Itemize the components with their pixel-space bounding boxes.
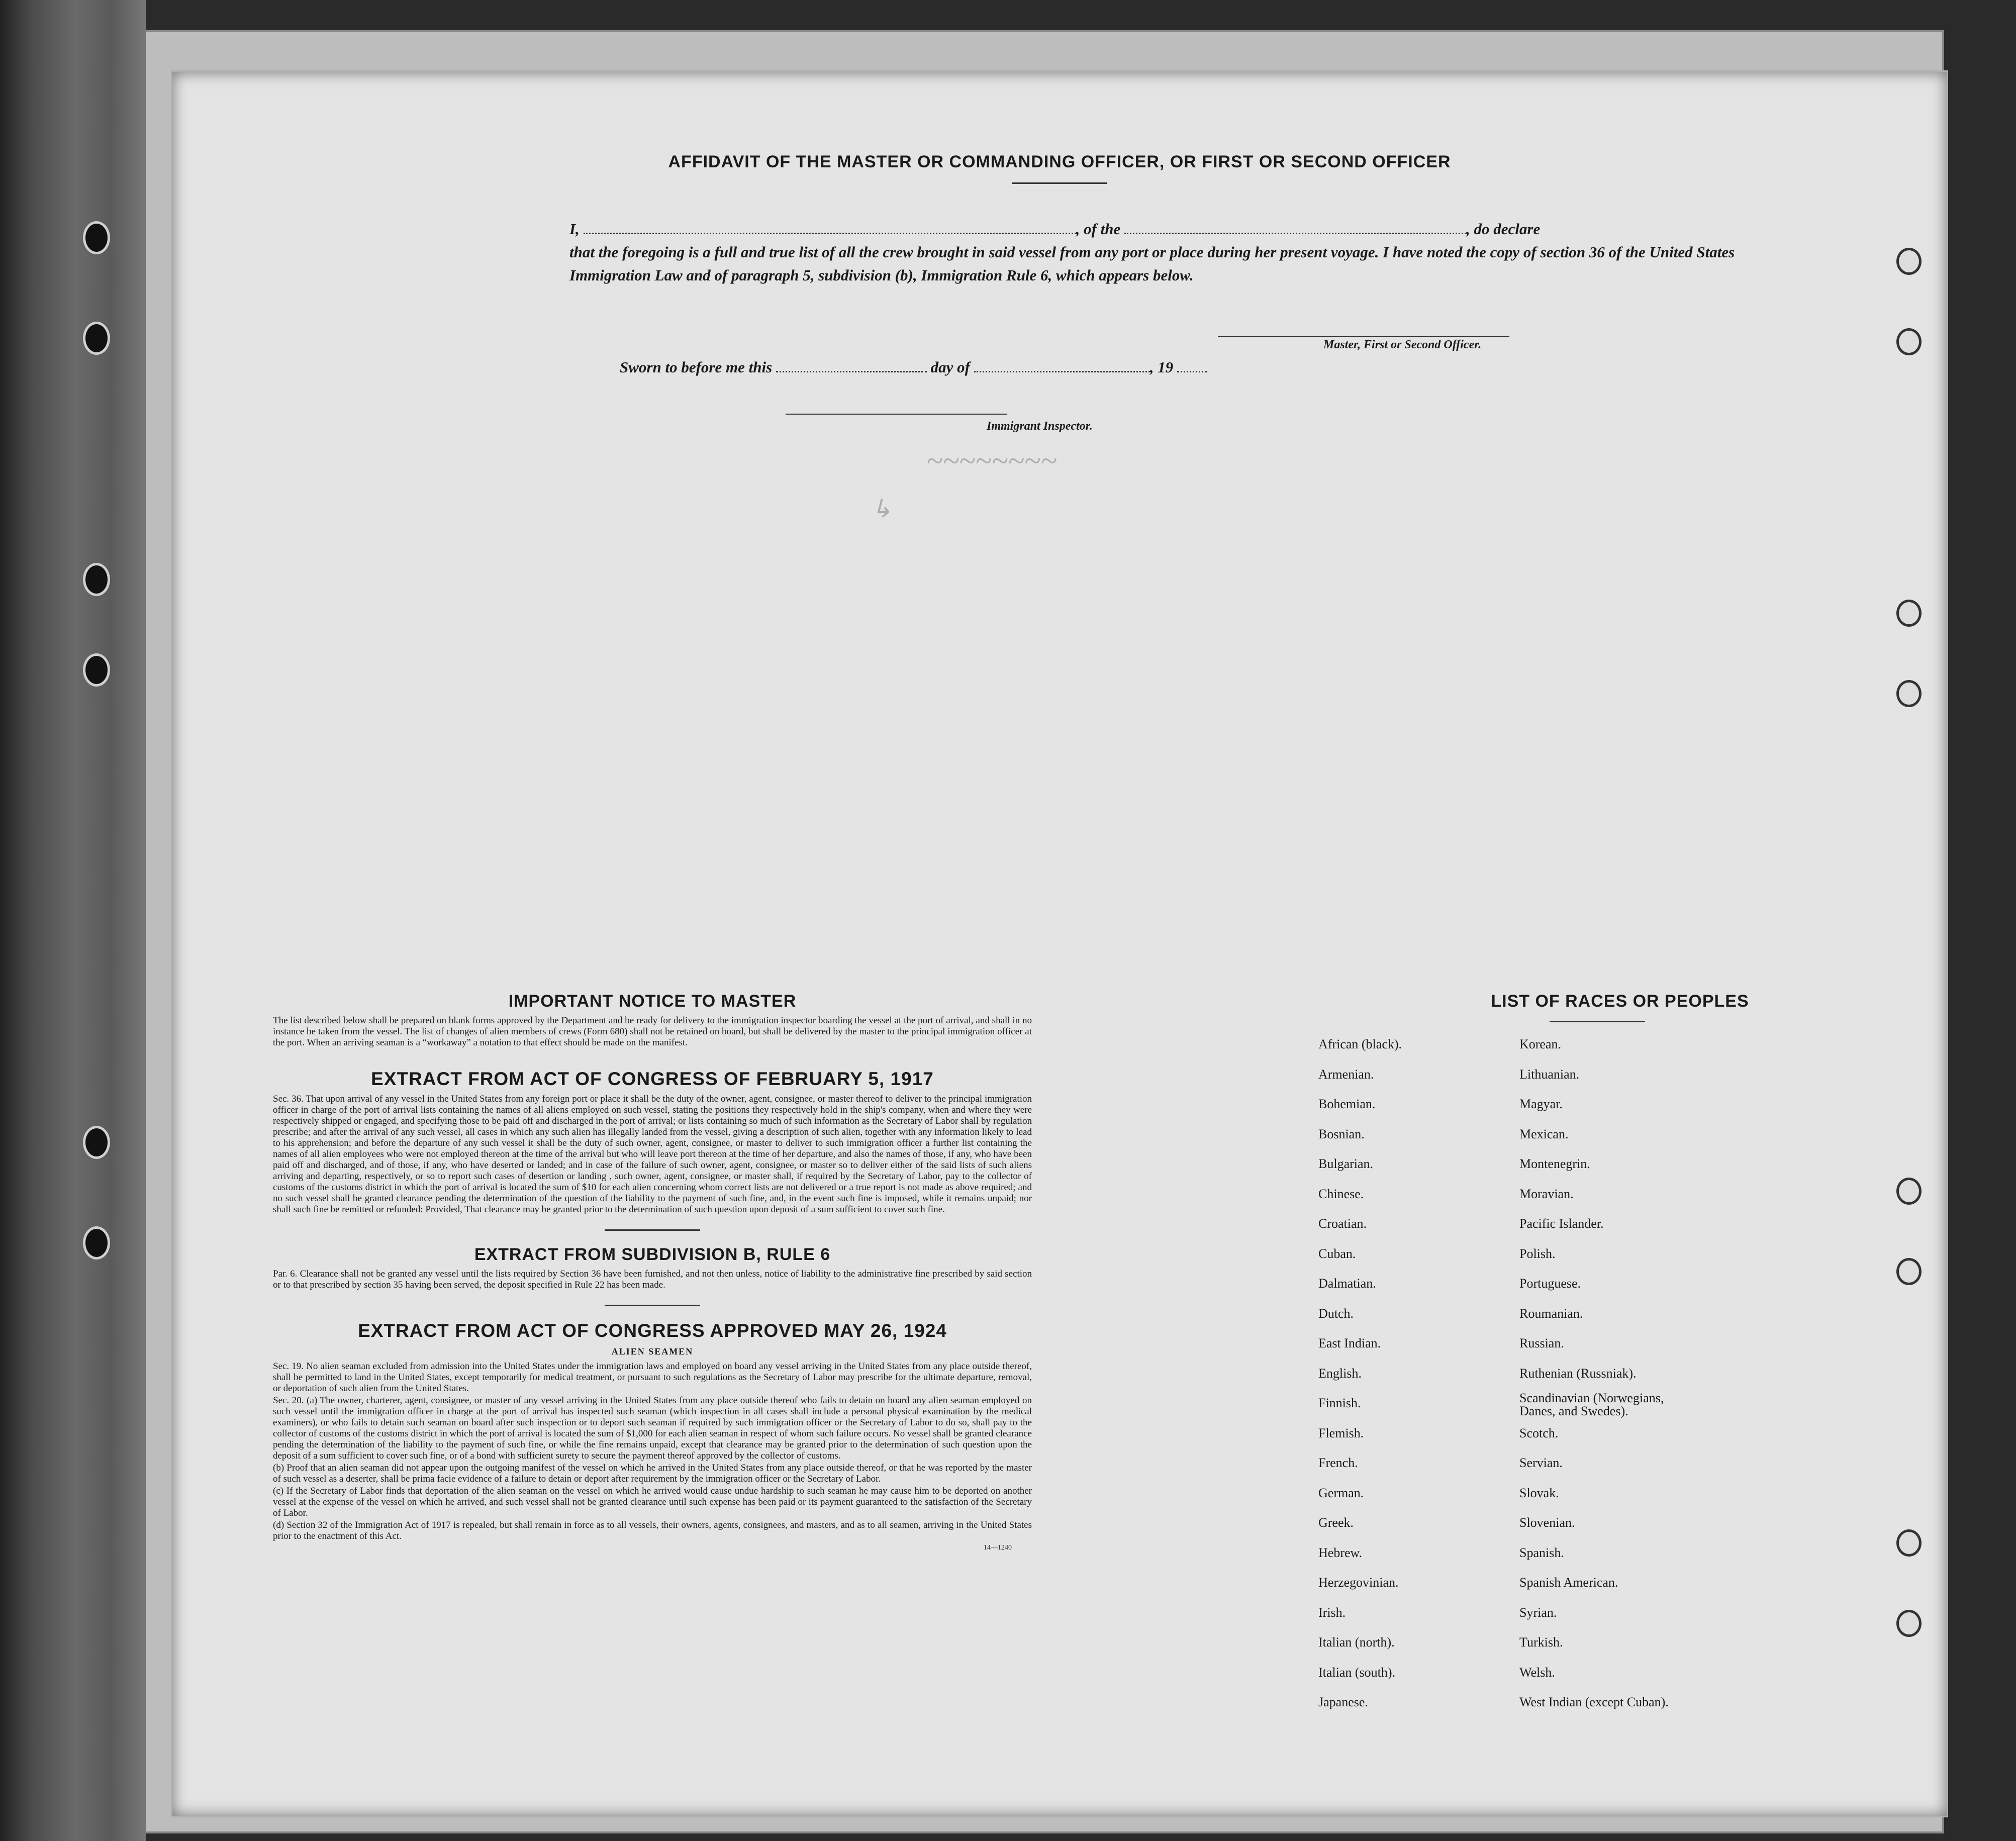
divider xyxy=(605,1305,700,1306)
vessel-blank xyxy=(1124,222,1466,234)
punch-hole xyxy=(1896,248,1922,275)
race-item: Moravian. xyxy=(1519,1186,1574,1201)
master-caption: Master, First or Second Officer. xyxy=(1323,338,1482,351)
declaration-i: I, xyxy=(569,220,580,238)
sworn-line xyxy=(620,358,1207,376)
affidavit-title: AFFIDAVIT OF THE MASTER OR COMMANDING OFFICER, OR FIRST OR SECOND OFFICER xyxy=(668,152,1451,171)
name-blank xyxy=(584,222,1076,234)
race-item: East Indian. xyxy=(1318,1336,1381,1350)
punch-hole xyxy=(1896,680,1922,707)
race-item: West Indian (except Cuban). xyxy=(1519,1695,1669,1709)
race-item: Welsh. xyxy=(1519,1665,1555,1680)
race-item: Italian (north). xyxy=(1318,1635,1395,1650)
divider xyxy=(1012,182,1107,184)
race-item: Slovak. xyxy=(1519,1485,1559,1500)
race-item: Cuban. xyxy=(1318,1246,1356,1261)
race-item: Scandinavian (Norwegians, Danes, and Swedes). xyxy=(1519,1391,1664,1418)
binding-strip xyxy=(0,0,146,1841)
race-item: Polish. xyxy=(1519,1246,1556,1261)
race-item: Spanish. xyxy=(1519,1545,1564,1560)
declaration-do-declare: , do declare xyxy=(1466,220,1541,238)
race-item: Dalmatian. xyxy=(1318,1276,1376,1291)
document-page xyxy=(171,70,1948,1817)
race-item: Flemish. xyxy=(1318,1425,1364,1440)
race-item: Magyar. xyxy=(1519,1097,1563,1111)
race-item: Herzegovinian. xyxy=(1318,1575,1399,1590)
sec-20a-text: Sec. 20. (a) The owner, charterer, agent, consignee, or master of any vessel arriving in the United States from any place outside thereof who fails to detain on board any alien seaman employed on such vessel until the immigration officer in charge at the port of arrival has inspected such seaman (which inspection in all cases shall include a personal physical examination by the medical examiners), or who fails to detain such seaman on board after such inspection or to deport such seaman if required by such immigration officer or the Secretary of Labor to do so, shall pay to the collector of customs of the customs district in which the port of arrival is located the sum of $1,000 for each alien seaman in respect of whom such failure occurs. No vessel shall be granted clearance pending the determination of the liability to the payment of such fine, or while the fine remains unpaid, except that clearance may be granted prior to the determination of such question upon the deposit of a sum sufficient to cover such fine, or of a bond with sufficient surety to secure the payment thereof approved by the collector of customs. xyxy=(273,1395,1032,1461)
race-item: African (black). xyxy=(1318,1037,1402,1051)
punch-hole xyxy=(1896,1258,1922,1285)
race-item: Hebrew. xyxy=(1318,1545,1363,1560)
race-item: Bohemian. xyxy=(1318,1097,1376,1111)
sec-20d-text: (d) Section 32 of the Immigration Act of 1917 is repealed, but shall remain in force as to all vessels, their owners, agents, consignees, and masters, and as to all seamen, arriving in the United States prior to the enactment of this Act. xyxy=(273,1520,1032,1541)
race-item: Ruthenian (Russniak). xyxy=(1519,1366,1637,1381)
race-item: Mexican. xyxy=(1519,1126,1569,1141)
race-item: Finnish. xyxy=(1318,1396,1361,1410)
notice-text: The list described below shall be prepared on blank forms approved by the Department and be ready for delivery to the immigration inspector boarding the vessel at the port of arrival, and shall in no instance be taken from the vessel. The list of changes of alien members of crews (Form 680) shall not be retained on board, but shall be delivered by the master to the principal immigration officer at the port. When an arriving seaman is a “workaway” a notation to that effect should be made on the manifest. xyxy=(273,1015,1032,1048)
races-title: LIST OF RACES OR PEOPLES xyxy=(1491,992,1749,1011)
race-item: Armenian. xyxy=(1318,1067,1374,1082)
master-signature-line xyxy=(1218,336,1509,337)
inspector-caption: Immigrant Inspector. xyxy=(987,420,1093,433)
punch-hole xyxy=(1896,1178,1922,1205)
race-item: Greek. xyxy=(1318,1515,1354,1530)
sec-20b-text: (b) Proof that an alien seaman did not appear upon the outgoing manifest of the vessel on which he arrived in the United States from any place outside thereof, or that he was reported by the master of such vessel as a deserter, shall be prima facie evidence of a failure to detain or deport after requirement by the immigration officer or the Secretary of Labor. xyxy=(273,1463,1032,1484)
alien-seamen-subtitle: ALIEN SEAMEN xyxy=(611,1346,694,1356)
race-item: Slovenian. xyxy=(1519,1515,1575,1530)
punch-hole xyxy=(1896,1610,1922,1637)
race-item: Roumanian. xyxy=(1519,1306,1583,1321)
binding-hole xyxy=(83,221,110,254)
declaration-of-the: , of the xyxy=(1076,220,1121,238)
inspector-signature-line xyxy=(786,414,1007,415)
race-item: Lithuanian. xyxy=(1519,1067,1580,1082)
race-item: Bosnian. xyxy=(1318,1126,1365,1141)
notice-block xyxy=(273,992,1032,1552)
punch-hole xyxy=(1896,328,1922,355)
affidavit-declaration xyxy=(569,218,1741,287)
notice-title: IMPORTANT NOTICE TO MASTER xyxy=(508,992,797,1011)
race-item: Portuguese. xyxy=(1519,1276,1581,1291)
race-item: Japanese. xyxy=(1318,1695,1368,1709)
binding-hole xyxy=(83,563,110,596)
sec-20c-text: (c) If the Secretary of Labor finds that deportation of the alien seaman on the vessel on which he arrived would cause undue hardship to such seaman he may cause him to be deported on another vessel at the expense of the vessel on which he arrived, and such vessel shall not be granted clearance until such expense has been paid or its payment guaranteed to the satisfaction of the Secretary of Labor. xyxy=(273,1486,1032,1518)
faint-mark: ↳ xyxy=(871,495,892,523)
race-item: Servian. xyxy=(1519,1456,1563,1470)
divider xyxy=(1550,1021,1645,1022)
race-item: Dutch. xyxy=(1318,1306,1354,1321)
binding-hole xyxy=(83,322,110,355)
sworn-day-blank xyxy=(776,360,927,372)
extract-1924-title: EXTRACT FROM ACT OF CONGRESS APPROVED MAY 26, 1924 xyxy=(358,1320,947,1341)
race-item: Pacific Islander. xyxy=(1519,1216,1604,1231)
faint-handwriting: ~~~~~~~~ xyxy=(926,444,1057,477)
binding-hole xyxy=(83,1126,110,1159)
sworn-month-blank xyxy=(974,360,1150,372)
form-number: 14—1240 xyxy=(984,1544,1012,1552)
extract-1917-title: EXTRACT FROM ACT OF CONGRESS OF FEBRUARY 5, 1917 xyxy=(371,1069,934,1089)
race-item: Korean. xyxy=(1519,1037,1562,1051)
declaration-line xyxy=(569,218,1741,241)
punch-hole xyxy=(1896,1529,1922,1557)
declaration-body: that the foregoing is a full and true list of all the crew brought in said vessel from any port or place during her present voyage. I have noted the copy of section 36 of the United States Immigration Law and of paragraph 5, subdivision (b), Immigration Rule 6, which appears below. xyxy=(569,243,1735,284)
race-item: Chinese. xyxy=(1318,1186,1364,1201)
sec-19-text: Sec. 19. No alien seaman excluded from admission into the United States under the immigration laws and employed on board any vessel arriving in the United States from any place outside thereof, shall be permitted to land in the United States, except temporarily for medical treatment, or pursuant to such regulations as the Secretary of Labor may prescribe for the ultimate departure, removal, or deportation of such alien from the United States. xyxy=(273,1361,1032,1394)
race-item: Bulgarian. xyxy=(1318,1156,1374,1171)
race-item: Syrian. xyxy=(1519,1605,1557,1620)
sworn-year-blank xyxy=(1177,360,1207,372)
rule-6-title: EXTRACT FROM SUBDIVISION B, RULE 6 xyxy=(474,1245,831,1264)
race-item: Turkish. xyxy=(1519,1635,1563,1650)
race-item: French. xyxy=(1318,1456,1358,1470)
race-item: Croatian. xyxy=(1318,1216,1367,1231)
rule-6-text: Par. 6. Clearance shall not be granted any vessel until the lists required by Section 36 have been furnished, and not then unless, notice of liability to the administrative fine prescribed by said section or to that prescribed by section 35 having been served, the deposit specified in Rule 22 has been made. xyxy=(273,1269,1032,1290)
race-item: Scotch. xyxy=(1519,1425,1559,1440)
race-item: Irish. xyxy=(1318,1605,1346,1620)
binding-hole xyxy=(83,653,110,687)
race-item: Montenegrin. xyxy=(1519,1156,1590,1171)
sworn-day-label: day of xyxy=(930,358,970,376)
binding-hole xyxy=(83,1226,110,1259)
race-item: English. xyxy=(1318,1366,1362,1381)
extract-1917-text: Sec. 36. That upon arrival of any vessel in the United States from any foreign port or place it shall be the duty of the owner, agent, consignee, or master thereof to deliver to the principal immigration officer in charge of the port of arrival lists containing the names of all aliens employed on such vessel, stating the positions they respectively hold in the ship's company, when and where they were respectively shipped or engaged, and specifying those to be paid off and discharged in the port of arrival; or lists containing so much of such information as the Secretary of Labor shall by regulation prescribe; and after the arrival of any such vessel, all cases in which any such alien has illegally landed from the vessel, giving a description of such alien, together with any information likely to lead to his apprehension; and before the departure of any such vessel it shall be the duty of such owner, agent, consignee, or master to deliver to such immigration officer a further list containing the names of all alien employees who were not employed thereon at the time of the arrival but who will leave port thereon at the time of her departure, and also the names of those, if any, who have been paid off and discharged, and of those, if any, who have deserted or landed; and in case of the failure of such owner, agent, consignee, or master so to deliver either of the said lists of such aliens arriving and departing, respectively, or so to report such cases of desertion or landing , such owner, agent, consignee, or master shall, if required by the Secretary of Labor, pay to the collector of customs of the customs district in which the port of arrival is located the sum of $10 for each alien concerning whom correct lists are not delivered or a true report is not made as above required; and no such vessel shall be granted clearance pending the determination of the question of the liability to the payment of such fine, and, in the event such fine is imposed, while it remains unpaid; nor shall such fine be remitted or refunded: Provided, That clearance may be granted prior to the determination of such question upon deposit of a sum sufficient to cover such fine. xyxy=(273,1094,1032,1215)
divider xyxy=(605,1229,700,1231)
race-item: Spanish American. xyxy=(1519,1575,1618,1590)
sworn-label: Sworn to before me this xyxy=(620,358,773,376)
punch-hole xyxy=(1896,600,1922,627)
sworn-year-label: , 19 xyxy=(1149,358,1174,376)
race-item: Italian (south). xyxy=(1318,1665,1396,1680)
race-item: Russian. xyxy=(1519,1336,1564,1350)
race-item: German. xyxy=(1318,1485,1364,1500)
